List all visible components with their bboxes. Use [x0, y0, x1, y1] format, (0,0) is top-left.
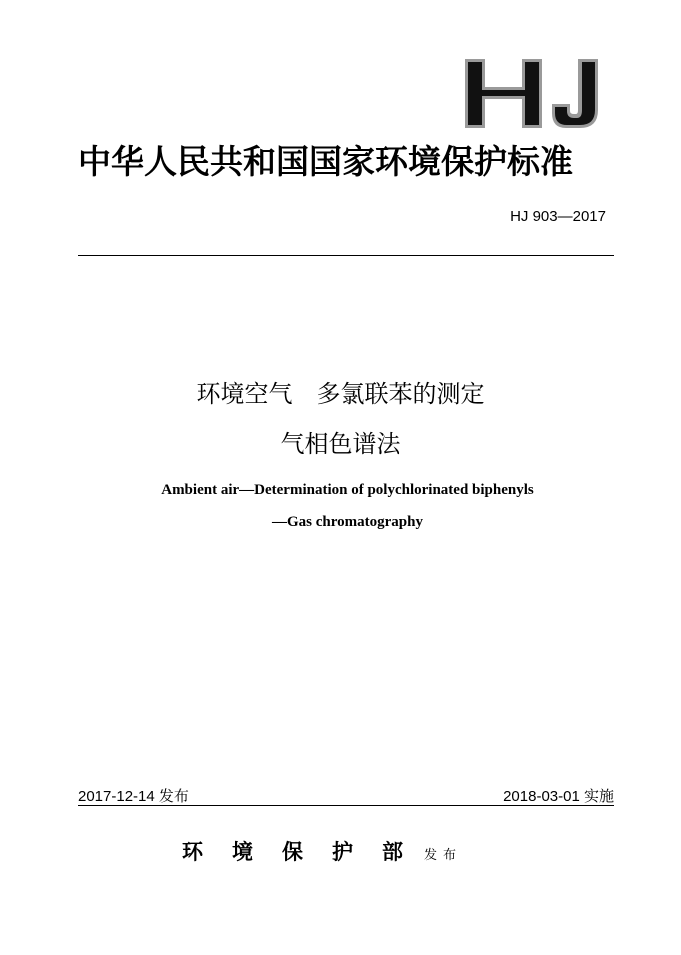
implementation-date: 2018-03-01 实施: [503, 788, 614, 805]
english-title-line-2: —Gas chromatography: [272, 514, 423, 530]
issuing-authority: 环境保护部: [182, 839, 432, 864]
issuer-suffix: 发布: [424, 848, 463, 863]
logo-letter-j: [552, 59, 598, 128]
issuer-line: [182, 836, 462, 866]
chinese-title-line-2: 气相色谱法: [280, 430, 401, 458]
standard-number: HJ 903—2017: [510, 208, 606, 225]
logo-letter-h: [465, 59, 542, 128]
header-divider: [78, 255, 614, 256]
english-title-line-1: Ambient air—Determination of polychlorinated biphenyls: [161, 482, 534, 498]
footer-divider: [78, 805, 614, 806]
chinese-title-line-1: 环境空气 多氯联苯的测定: [196, 380, 485, 408]
issue-date: 2017-12-14 发布: [78, 788, 189, 805]
national-standard-title: 中华人民共和国国家环境保护标准: [78, 142, 573, 181]
hj-logo: [462, 58, 606, 130]
